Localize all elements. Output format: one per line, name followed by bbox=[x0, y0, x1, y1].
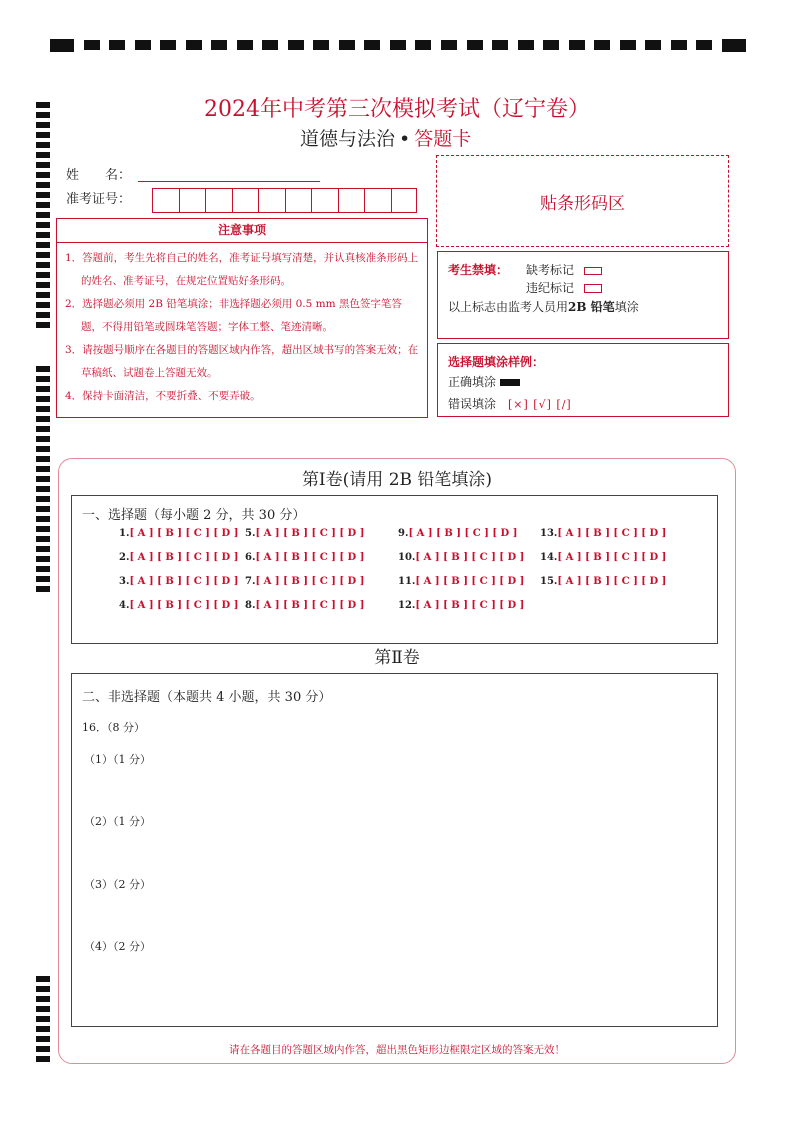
fill-sample-box bbox=[437, 343, 729, 417]
question-number: 12. bbox=[398, 600, 416, 611]
subject-name: 道德与法治 bbox=[300, 128, 396, 150]
open-heading: 二、非选择题（本题共 4 小题，共 30 分） bbox=[82, 690, 332, 705]
mcq-question[interactable] bbox=[119, 576, 238, 587]
barcode-area: 贴条形码区 bbox=[436, 155, 729, 247]
mcq-question[interactable] bbox=[398, 552, 524, 563]
question-number: 11. bbox=[398, 576, 416, 587]
mcq-question[interactable] bbox=[540, 552, 666, 563]
answer-options[interactable]: [ A ] [ B ] [ C ] [ D ] bbox=[255, 576, 365, 587]
mcq-question[interactable] bbox=[398, 528, 517, 539]
examinee-forbidden-box bbox=[437, 251, 729, 339]
q16-part-3: （3）（2 分） bbox=[84, 878, 151, 891]
violation-mark-box[interactable] bbox=[584, 284, 602, 293]
subject-title bbox=[300, 124, 471, 151]
answer-options[interactable]: [ A ] [ B ] [ C ] [ D ] bbox=[255, 600, 365, 611]
answer-options[interactable]: [ A ] [ B ] [ C ] [ D ] bbox=[255, 552, 365, 563]
mcq-question[interactable] bbox=[119, 600, 238, 611]
notice-item: 2．选择题必须用 2B 铅笔填涂；非选择题必须用 0.5 mm 黑色签字笔答题，不得用铅笔或圆珠笔答题；字体工整、笔迹清晰。 bbox=[65, 298, 402, 333]
answer-options[interactable]: [ A ] [ B ] [ C ] [ D ] bbox=[415, 600, 525, 611]
exam-title: 2024年中考第三次模拟考试（辽宁卷） bbox=[204, 97, 590, 122]
question-number: 8. bbox=[245, 600, 256, 611]
question-number: 10. bbox=[398, 552, 416, 563]
q16-part-2: （2）（1 分） bbox=[84, 815, 151, 828]
question-number: 13. bbox=[540, 528, 558, 539]
notice-item: 3．请按题号顺序在各题目的答题区域内作答，超出区域书写的答案无效；在草稿纸、试题卷上答题无效。 bbox=[65, 344, 419, 379]
footer-warning: 请在各题目的答题区域内作答，超出黑色矩形边框限定区域的答案无效！ bbox=[229, 1044, 565, 1056]
question-number: 7. bbox=[245, 576, 256, 587]
absent-mark-row: 缺考标记 bbox=[526, 261, 602, 278]
question-number: 14. bbox=[540, 552, 558, 563]
mcq-question[interactable] bbox=[398, 600, 524, 611]
q16-label: 16．（8 分） bbox=[82, 721, 145, 734]
notice-item: 1．答题前，考生先将自己的姓名，准考证号填写清楚，并认真核准条形码上的姓名、准考证号，在规定位置贴好条形码。 bbox=[65, 252, 419, 287]
violation-mark-row: 违纪标记 bbox=[526, 279, 602, 296]
answer-options[interactable]: [ A ] [ B ] [ C ] [ D ] bbox=[415, 576, 525, 587]
question-number: 1. bbox=[119, 528, 130, 539]
open-question-box[interactable] bbox=[71, 673, 718, 1027]
answer-options[interactable]: [ A ] [ B ] [ C ] [ D ] bbox=[557, 576, 667, 587]
forbid-note: 以上标志由监考人员用2B 铅笔填涂 bbox=[448, 300, 639, 314]
mcq-question[interactable] bbox=[540, 528, 666, 539]
id-label: 准考证号： bbox=[66, 192, 132, 207]
answer-options[interactable]: [ A ] [ B ] [ C ] [ D ] bbox=[129, 552, 239, 563]
answer-options[interactable]: [ A ] [ B ] [ C ] [ D ] bbox=[557, 528, 667, 539]
answer-options[interactable]: [ A ] [ B ] [ C ] [ D ] bbox=[408, 528, 518, 539]
answer-options[interactable]: [ A ] [ B ] [ C ] [ D ] bbox=[129, 600, 239, 611]
question-number: 4. bbox=[119, 600, 130, 611]
question-number: 9. bbox=[398, 528, 409, 539]
filled-mark bbox=[500, 379, 520, 386]
section1-title: 第Ⅰ卷(请用 2B 铅笔填涂) bbox=[301, 470, 493, 490]
top-timing-marks bbox=[50, 38, 746, 52]
mcq-question[interactable] bbox=[119, 552, 238, 563]
answer-options[interactable]: [ A ] [ B ] [ C ] [ D ] bbox=[415, 552, 525, 563]
q16-part-1: （1）（1 分） bbox=[84, 753, 151, 766]
question-number: 6. bbox=[245, 552, 256, 563]
forbid-label: 考生禁填： bbox=[448, 263, 509, 277]
card-name: 答题卡 bbox=[414, 128, 472, 150]
name-label: 姓 名： bbox=[66, 168, 132, 183]
title-dot: • bbox=[399, 128, 411, 150]
notice-box bbox=[56, 218, 428, 418]
correct-sample: 正确填涂 bbox=[448, 373, 520, 390]
mcq-question[interactable] bbox=[398, 576, 524, 587]
notice-item: 4．保持卡面清洁，不要折叠、不要弄破。 bbox=[65, 390, 261, 402]
section2-title: 第Ⅱ卷 bbox=[374, 648, 420, 668]
wrong-sample: 错误填涂 [×] [√] [/] bbox=[448, 397, 572, 411]
mcq-question[interactable] bbox=[245, 576, 364, 587]
mcq-question[interactable] bbox=[119, 528, 238, 539]
notice-title: 注意事项 bbox=[57, 219, 427, 243]
mcq-box bbox=[71, 495, 718, 644]
mcq-question[interactable] bbox=[245, 528, 364, 539]
answer-options[interactable]: [ A ] [ B ] [ C ] [ D ] bbox=[557, 552, 667, 563]
question-number: 3. bbox=[119, 576, 130, 587]
name-field[interactable] bbox=[138, 181, 320, 182]
mcq-question[interactable] bbox=[540, 576, 666, 587]
absent-mark-box[interactable] bbox=[584, 267, 602, 275]
mcq-question[interactable] bbox=[245, 600, 364, 611]
id-boxes[interactable] bbox=[152, 188, 417, 213]
question-number: 2. bbox=[119, 552, 130, 563]
q16-part-4: （4）（2 分） bbox=[84, 940, 151, 953]
side-timing-marks-1 bbox=[36, 102, 50, 332]
question-number: 5. bbox=[245, 528, 256, 539]
answer-options[interactable]: [ A ] [ B ] [ C ] [ D ] bbox=[129, 528, 239, 539]
mcq-heading: 一、选择题（每小题 2 分，共 30 分） bbox=[82, 508, 306, 523]
mcq-question[interactable] bbox=[245, 552, 364, 563]
answer-options[interactable]: [ A ] [ B ] [ C ] [ D ] bbox=[255, 528, 365, 539]
question-number: 15. bbox=[540, 576, 558, 587]
sample-label: 选择题填涂样例： bbox=[448, 355, 545, 369]
answer-options[interactable]: [ A ] [ B ] [ C ] [ D ] bbox=[129, 576, 239, 587]
